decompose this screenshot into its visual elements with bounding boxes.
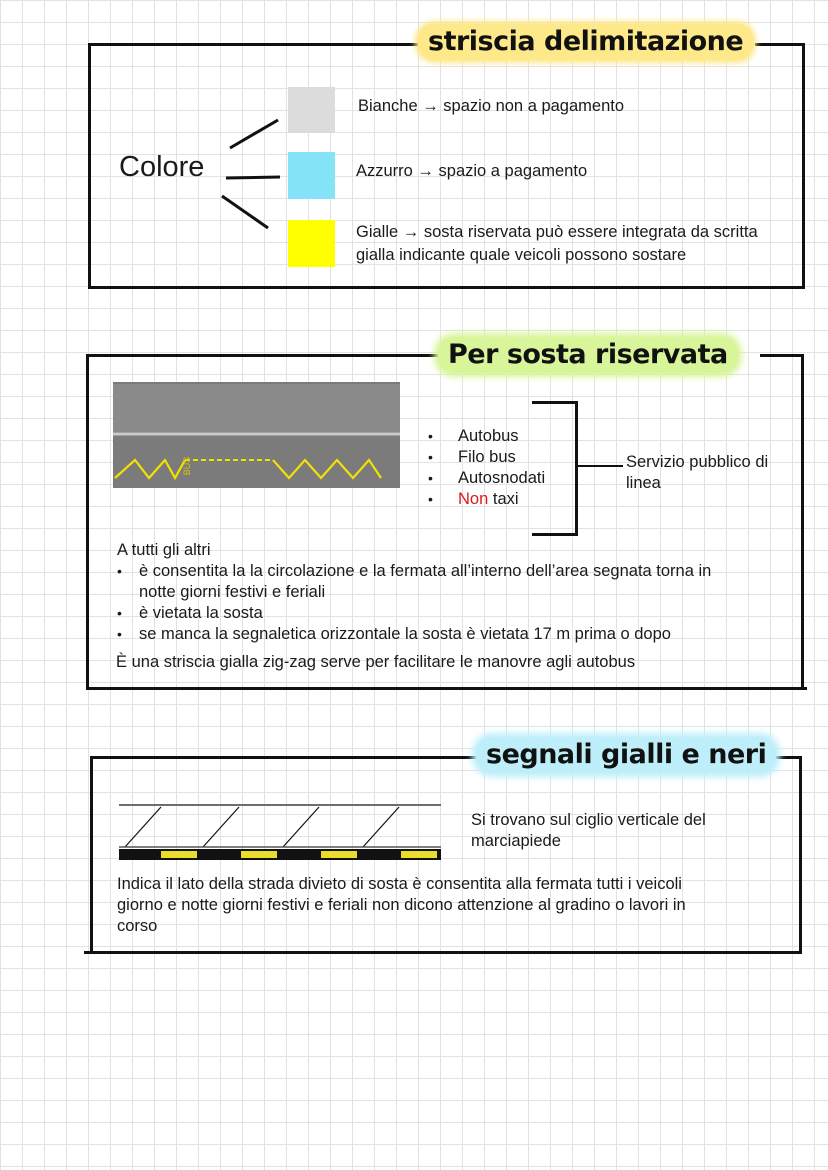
location-text-line1: Si trovano sul ciglio verticale del [471,811,706,829]
frame-left [88,43,91,289]
bracket-bottom [532,533,578,536]
frame-top-right [755,43,805,46]
list-item [428,468,545,489]
branch-line-middle [226,177,280,178]
curb-yellow-block [401,851,437,858]
bianche-text: Bianche → spazio non a pagamento [358,97,625,115]
others-title: A tutti gli altri [117,541,211,559]
rule-text: è vietata la sosta [139,604,263,622]
rule-text: se manca la segnaletica orizzontale la sosta è vietata 17 m prima o dopo [139,625,671,643]
frame-right [799,756,802,952]
description-line3: corso [117,917,158,935]
service-text-line1: Servizio pubblico di [626,453,769,471]
frame-right [802,43,805,289]
yellow-swatch [288,220,335,267]
list-item [428,489,545,510]
list-item [428,447,545,468]
frame-left [86,354,89,690]
curb-diagonal [125,807,161,847]
frame-top-left [88,43,428,46]
curb-diagonal [283,807,319,847]
colore-label: Colore [119,151,205,183]
list-item [428,426,545,447]
frame-top-right [760,354,804,357]
branch-lines [218,110,282,235]
branch-line-top [230,120,278,148]
location-text-line2: marciapiede [471,832,561,850]
description-line1: Indica il lato della strada divieto di sosta è consentita alla fermata tutti i veicoli [117,875,682,893]
bus-lane-illustration [113,382,400,488]
branch-line-bottom [222,196,268,228]
section-title: Per sosta riservata [438,337,738,373]
service-text-line2: linea [626,474,661,492]
azzurro-text: Azzurro → spazio a pagamento [356,162,588,180]
gialle-text-line2: gialla indicante quale veicoli possono sostare [356,246,687,264]
rule-text-cont: notte giorni festivi e feriali [139,583,326,601]
curb-yellow-block [241,851,277,858]
curb-yellow-block [321,851,357,858]
frame-left [90,756,93,952]
lane-upper [113,384,400,432]
rule-text: è consentita la la circolazione e la fermata all’interno dell’area segnata torna in [139,562,712,580]
list-item [117,561,711,603]
section-title: segnali gialli e neri [476,737,776,773]
section-title: striscia delimitazione [418,24,753,60]
curb-yellow-block [161,851,197,858]
bus-marking-text: BUS [182,456,192,476]
grey-swatch [288,87,335,133]
curb-diagonal [363,807,399,847]
frame-bottom [84,951,802,954]
frame-bottom [88,286,805,289]
curb-diagonal [203,807,239,847]
vehicle-non-red: Non [458,490,489,508]
frame-top-left [90,756,476,759]
bracket-vertical [575,401,578,536]
vehicle-list [428,426,545,510]
frame-bottom [86,687,807,690]
vehicle-autobus: Autobus [458,427,519,445]
curb-illustration [117,802,443,864]
bracket-pointer [578,465,623,467]
frame-top-left [86,354,440,357]
rules-list [117,561,711,645]
gialle-text-line1: Gialle → sosta riservata può essere integrata da scritta [356,223,758,241]
bracket-top [532,401,578,404]
description-line2: giorno e notte giorni festivi e feriali non dicono attenzione al gradino o lavori in [117,896,686,914]
vehicle-autosnodati: Autosnodati [458,469,546,487]
zigzag-note: È una striscia gialla zig-zag serve per facilitare le manovre agli autobus [116,653,636,671]
list-item [117,603,711,624]
frame-right [801,354,804,690]
list-item [117,624,711,645]
vehicle-taxi: taxi [488,490,519,508]
light-blue-swatch [288,152,335,199]
vehicle-filo-bus: Filo bus [458,448,516,466]
